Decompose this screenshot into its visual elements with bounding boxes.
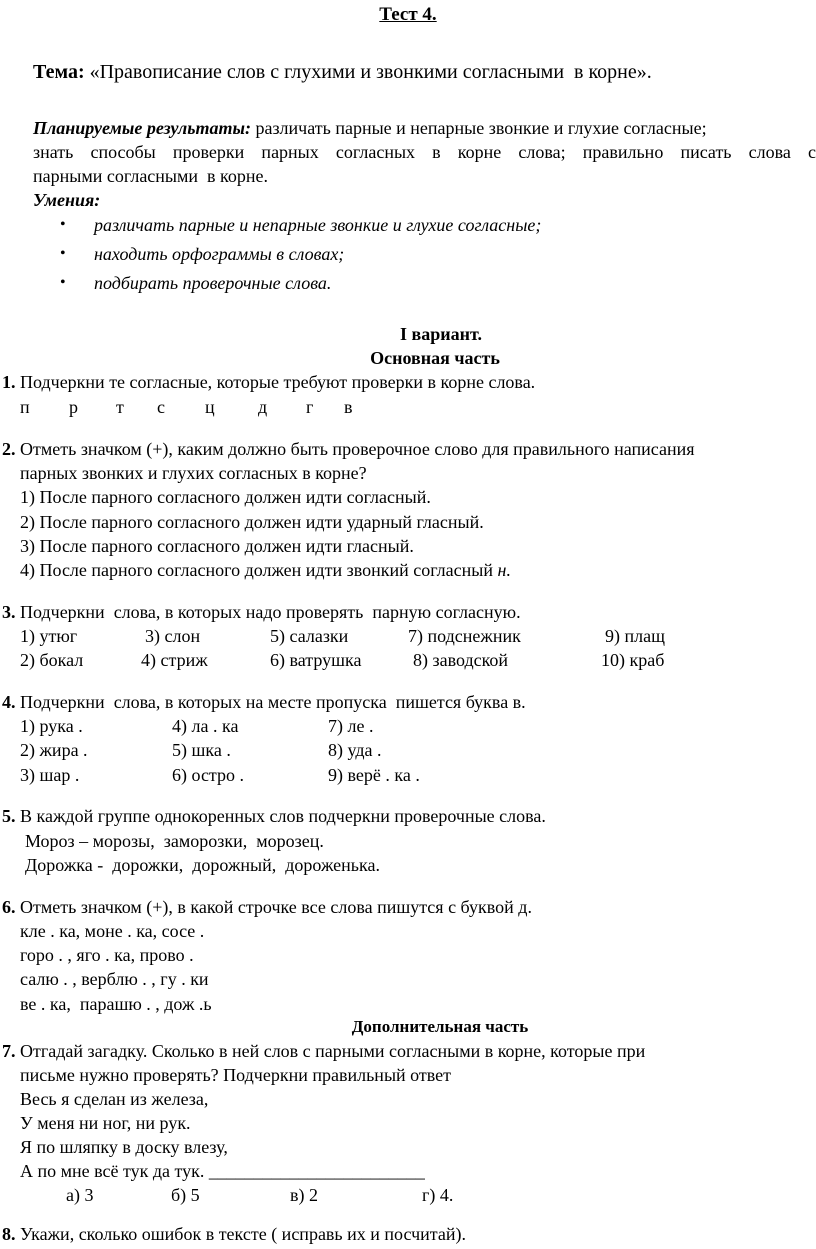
word-group: Мороз – морозы, заморозки, морозец. bbox=[25, 831, 324, 851]
topic-label: Тема: bbox=[33, 61, 85, 83]
letter: т bbox=[116, 397, 124, 417]
word-option: 7) ле . bbox=[328, 716, 374, 736]
letter: д bbox=[258, 397, 268, 417]
letter: г bbox=[306, 397, 314, 417]
planned-line-1: Планируемые результаты: различать парные и непарные звонкие и глухие согласные; bbox=[33, 118, 707, 138]
planned-line-3: парными согласными в корне. bbox=[33, 166, 268, 186]
riddle-line: А по мне всё тук да тук. ________________________ bbox=[20, 1161, 425, 1181]
bullet-icon: • bbox=[60, 216, 66, 233]
word-line: кле . ка, моне . ка, сосе . bbox=[20, 921, 205, 941]
riddle-line: У меня ни ног, ни рук. bbox=[20, 1113, 191, 1133]
skill-item: подбирать проверочные слова. bbox=[94, 273, 332, 293]
word-option: 1) утюг bbox=[20, 626, 78, 646]
question-2-cont: парных звонких и глухих согласных в корне? bbox=[20, 463, 367, 483]
word-option: 4) ла . ка bbox=[172, 716, 239, 736]
question-3: 3. Подчеркни слова, в которых надо проверять парную согласную. bbox=[2, 602, 521, 622]
letter: ц bbox=[205, 397, 215, 417]
word-line: горо . , яго . ка, прово . bbox=[20, 945, 194, 965]
skills-label: Умения: bbox=[33, 190, 101, 210]
planned-line-2: знать способы проверки парных согласных в корне слова; правильно писать слова с bbox=[33, 142, 816, 162]
question-2: 2. Отметь значком (+), каким должно быть проверочное слово для правильного написания bbox=[2, 439, 695, 459]
option: 2) После парного согласного должен идти ударный гласный. bbox=[20, 512, 484, 532]
word-group: Дорожка - дорожки, дорожный, дороженька. bbox=[25, 855, 380, 875]
bullet-icon: • bbox=[60, 274, 66, 291]
riddle-line: Я по шляпку в доску влезу, bbox=[20, 1137, 228, 1157]
answer-option: г) 4. bbox=[422, 1185, 454, 1205]
answer-option: в) 2 bbox=[290, 1185, 318, 1205]
question-7: 7. Отгадай загадку. Сколько в ней слов с парными согласными в корне, которые при bbox=[2, 1041, 646, 1061]
word-option: 7) подснежник bbox=[408, 626, 521, 646]
riddle-line: Весь я сделан из железа, bbox=[20, 1089, 209, 1109]
word-option: 3) шар . bbox=[20, 765, 80, 785]
skill-item: находить орфограммы в словах; bbox=[94, 244, 345, 264]
topic-line bbox=[33, 60, 652, 85]
letter: в bbox=[344, 397, 353, 417]
word-option: 3) слон bbox=[145, 626, 201, 646]
word-option: 4) стриж bbox=[141, 650, 208, 670]
word-line: салю . , верблю . , гу . ки bbox=[20, 969, 209, 989]
word-option: 1) рука . bbox=[20, 716, 83, 736]
word-option: 8) уда . bbox=[328, 740, 382, 760]
main-part-heading: Основная часть bbox=[370, 348, 500, 368]
answer-option: а) 3 bbox=[66, 1185, 94, 1205]
word-option: 9) верё . ка . bbox=[328, 765, 420, 785]
word-option: 2) бокал bbox=[20, 650, 84, 670]
word-option: 5) салазки bbox=[270, 626, 349, 646]
word-option: 2) жира . bbox=[20, 740, 88, 760]
topic-text: «Правописание слов с глухими и звонкими согласными в корне». bbox=[84, 61, 652, 83]
word-option: 9) плащ bbox=[605, 626, 665, 646]
word-option: 8) заводской bbox=[413, 650, 509, 670]
word-option: 10) краб bbox=[601, 650, 665, 670]
test-title: Тест 4. bbox=[379, 4, 437, 25]
option: 3) После парного согласного должен идти гласный. bbox=[20, 536, 414, 556]
question-4: 4. Подчеркни слова, в которых на месте пропуска пишется буква в. bbox=[2, 692, 526, 712]
letter: с bbox=[157, 397, 165, 417]
question-1: 1. Подчеркни те согласные, которые требуют проверки в корне слова. bbox=[2, 372, 536, 392]
question-7-cont: письме нужно проверять? Подчеркни правильный ответ bbox=[20, 1065, 452, 1085]
word-line: ве . ка, парашю . , дож .ь bbox=[20, 994, 212, 1014]
extra-part-heading: Дополнительная часть bbox=[351, 1017, 529, 1036]
option: 1) После парного согласного должен идти согласный. bbox=[20, 487, 431, 507]
variant-heading: I вариант. bbox=[400, 324, 482, 344]
answer-blank[interactable]: ________________________ bbox=[208, 1161, 425, 1181]
option: 4) После парного согласного должен идти звонкий согласный н. bbox=[20, 560, 511, 580]
question-8: 8. Укажи, сколько ошибок в тексте ( исправь их и посчитай). bbox=[2, 1224, 467, 1244]
word-option: 5) шка . bbox=[172, 740, 231, 760]
planned-label: Планируемые результаты: bbox=[33, 118, 251, 138]
letter: р bbox=[69, 397, 78, 417]
skill-item: различать парные и непарные звонкие и глухие согласные; bbox=[94, 215, 542, 235]
bullet-icon: • bbox=[60, 245, 66, 262]
answer-option: б) 5 bbox=[171, 1185, 200, 1205]
word-option: 6) остро . bbox=[172, 765, 245, 785]
question-5: 5. В каждой группе однокоренных слов подчеркни проверочные слова. bbox=[2, 806, 546, 826]
word-option: 6) ватрушка bbox=[270, 650, 362, 670]
letter: п bbox=[20, 397, 30, 417]
question-6: 6. Отметь значком (+), в какой строчке все слова пишутся с буквой д. bbox=[2, 897, 532, 917]
